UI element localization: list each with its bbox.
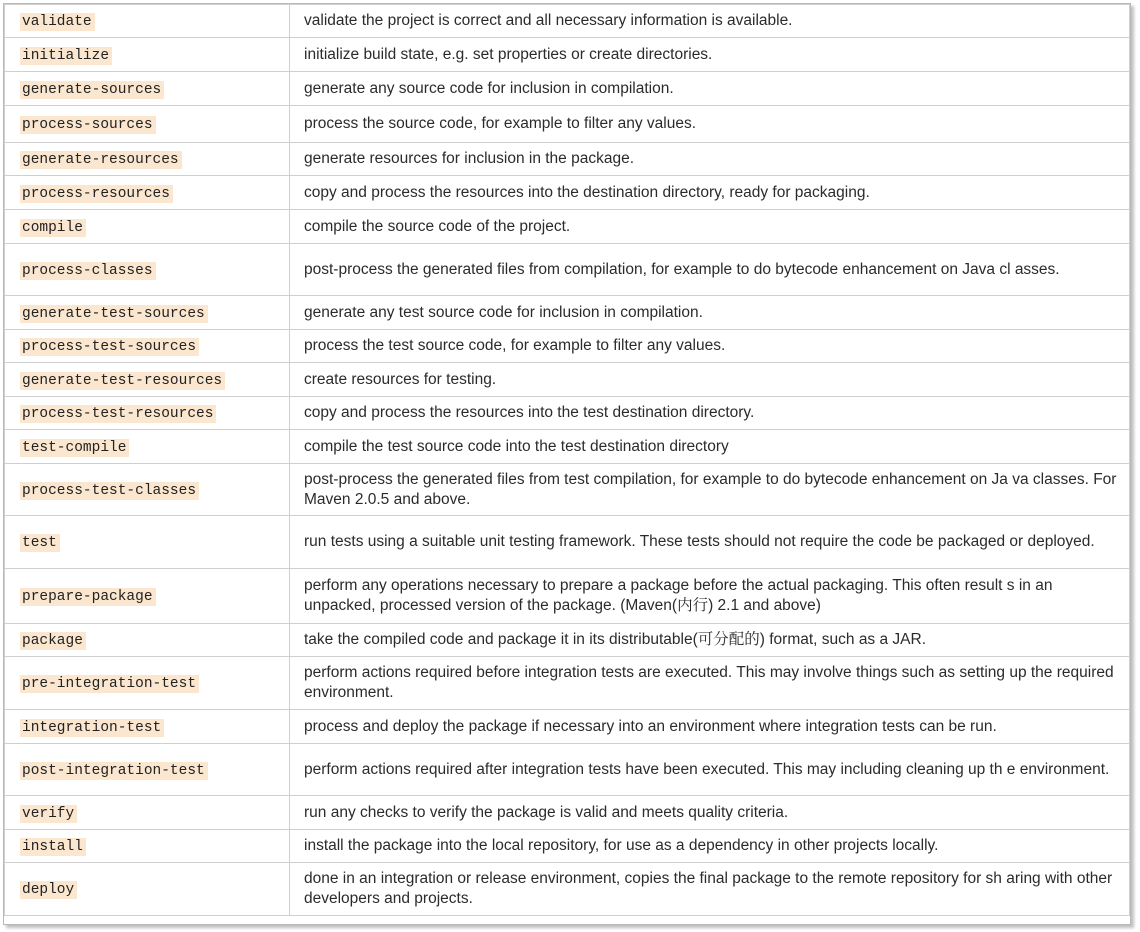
phase-description: take the compiled code and package it in its distributable(可分配的) format, such as a JAR. [290,624,1130,657]
table-row [5,210,1130,244]
table-row [5,5,1130,38]
table-row [5,72,1130,106]
phase-cell [5,863,290,916]
phase-description: validate the project is correct and all necessary information is available. [290,5,1130,38]
phase-name: validate [20,13,95,31]
table-row [5,397,1130,430]
table-row [5,106,1130,143]
phase-cell [5,330,290,363]
phase-cell [5,430,290,464]
phase-description: copy and process the resources into the destination directory, ready for packaging. [290,176,1130,210]
phase-cell [5,657,290,710]
phase-name: package [20,632,86,650]
phase-cell [5,296,290,330]
phase-name: integration-test [20,719,164,737]
phase-description: process the source code, for example to filter any values. [290,106,1130,143]
phase-name: generate-sources [20,81,164,99]
phase-cell [5,744,290,796]
phase-cell [5,143,290,176]
table-row [5,516,1130,569]
table-row [5,430,1130,464]
phase-cell [5,830,290,863]
phase-description: install the package into the local repository, for use as a dependency in other projects locally. [290,830,1130,863]
table-row [5,830,1130,863]
phase-description: post-process the generated files from test compilation, for example to do bytecode enhancement on Ja va classes. For Maven 2.0.5 and above. [290,464,1130,516]
phase-cell [5,363,290,397]
phase-description: run any checks to verify the package is valid and meets quality criteria. [290,796,1130,830]
phase-description: perform actions required before integration tests are executed. This may involve things such as setting up the required environment. [290,657,1130,710]
phase-cell [5,176,290,210]
phase-name: test [20,534,60,552]
table-row [5,296,1130,330]
phase-description: perform any operations necessary to prepare a package before the actual packaging. This often result s in an unpacked, processed version of the package. (Maven(内行) 2.1 and above) [290,569,1130,624]
phase-cell [5,106,290,143]
phase-name: process-sources [20,116,156,134]
phase-name: generate-resources [20,151,182,169]
phase-description: run tests using a suitable unit testing framework. These tests should not require the code be packaged or deployed. [290,516,1130,569]
phase-name: process-classes [20,262,156,280]
phase-description: generate any test source code for inclusion in compilation. [290,296,1130,330]
phase-cell [5,624,290,657]
phase-name: install [20,838,86,856]
phase-cell [5,5,290,38]
table-row [5,244,1130,296]
phase-name: process-test-resources [20,405,216,423]
phase-name: test-compile [20,439,129,457]
table-row [5,744,1130,796]
phase-name: process-test-classes [20,482,199,500]
phase-name: verify [20,805,77,823]
phase-description: post-process the generated files from compilation, for example to do bytecode enhancement on Java cl asses. [290,244,1130,296]
phase-description: process and deploy the package if necessary into an environment where integration tests can be run. [290,710,1130,744]
phase-cell [5,796,290,830]
table-row [5,569,1130,624]
table-row [5,330,1130,363]
phase-description: generate any source code for inclusion in compilation. [290,72,1130,106]
phase-name: deploy [20,881,77,899]
phase-name: initialize [20,47,112,65]
phase-description: process the test source code, for example to filter any values. [290,330,1130,363]
table-row [5,143,1130,176]
phase-name: pre-integration-test [20,675,199,693]
table-row [5,363,1130,397]
phase-description: compile the test source code into the test destination directory [290,430,1130,464]
phase-description: create resources for testing. [290,363,1130,397]
lifecycle-phases-table [4,4,1130,916]
phase-cell [5,397,290,430]
phase-name: prepare-package [20,588,156,606]
table-row [5,624,1130,657]
phase-description: done in an integration or release environment, copies the final package to the remote repository for sh aring with other developers and projects. [290,863,1130,916]
phase-cell [5,244,290,296]
phase-name: generate-test-sources [20,305,208,323]
phase-cell [5,569,290,624]
table-row [5,38,1130,72]
phase-name: compile [20,219,86,237]
phase-description: copy and process the resources into the test destination directory. [290,397,1130,430]
table-row [5,710,1130,744]
table-row [5,464,1130,516]
table-body [5,5,1130,916]
table-row [5,863,1130,916]
phase-cell [5,516,290,569]
phase-description: initialize build state, e.g. set properties or create directories. [290,38,1130,72]
phase-cell [5,464,290,516]
phase-cell [5,72,290,106]
phase-name: generate-test-resources [20,372,225,390]
phase-description: perform actions required after integration tests have been executed. This may including cleaning up th e environment. [290,744,1130,796]
phase-cell [5,38,290,72]
phase-name: post-integration-test [20,762,208,780]
phase-description: generate resources for inclusion in the package. [290,143,1130,176]
phase-cell [5,710,290,744]
table-row [5,796,1130,830]
phase-name: process-resources [20,185,173,203]
phase-description: compile the source code of the project. [290,210,1130,244]
table-row [5,176,1130,210]
table-row [5,657,1130,710]
phase-name: process-test-sources [20,338,199,356]
phase-cell [5,210,290,244]
